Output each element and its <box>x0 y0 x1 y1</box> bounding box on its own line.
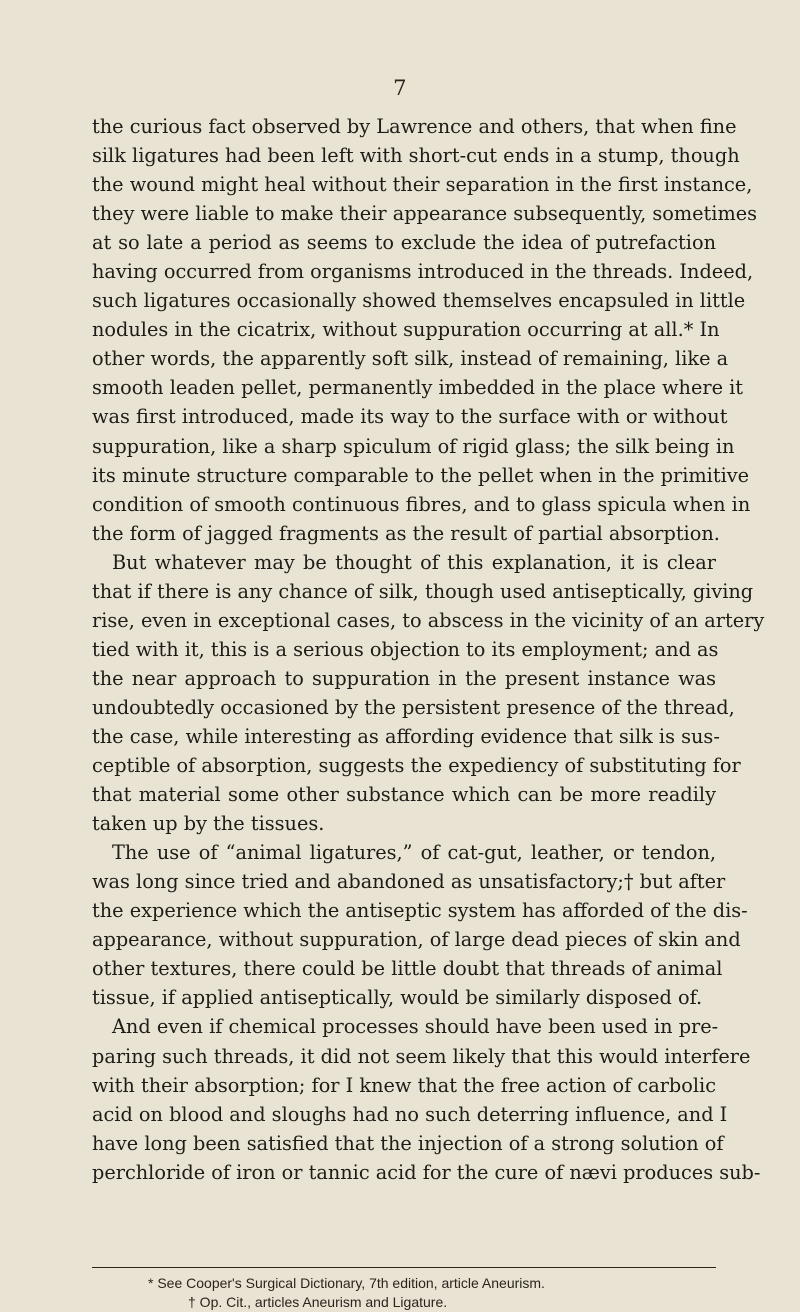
text-line: such ligatures occasionally showed themselves encapsuled in little <box>92 289 746 313</box>
text-line: tied with it, this is a serious objection to its employment; and as <box>92 637 719 661</box>
text-line: silk ligatures had been left with short-cut ends in a stump, though <box>92 144 740 168</box>
text-line: with their absorption; for I knew that the free action of carbolic <box>92 1073 716 1097</box>
footnotes <box>92 1274 716 1312</box>
text-line: the near approach to suppuration in the present instance was <box>92 666 716 690</box>
text-line: the wound might heal without their separation in the first instance, <box>92 173 753 197</box>
text-line: tissue, if applied antiseptically, would be similarly disposed of. <box>92 986 703 1010</box>
text-line: ceptible of absorption, suggests the expediency of substituting for <box>92 754 741 778</box>
footnote: * See Cooper's Surgical Dictionary, 7th edition, article Aneurism. <box>148 1275 545 1291</box>
text-line: rise, even in exceptional cases, to abscess in the vicinity of an artery <box>92 608 765 632</box>
text-line: was first introduced, made its way to the surface with or without <box>92 405 728 429</box>
text-line: appearance, without suppuration, of large dead pieces of skin and <box>92 928 741 952</box>
text-line: taken up by the tissues. <box>92 812 325 836</box>
text-line: other textures, there could be little doubt that threads of animal <box>92 957 723 981</box>
text-line: the form of jagged fragments as the result of partial absorption. <box>92 521 720 545</box>
text-line: having occurred from organisms introduced in the threads. Indeed, <box>92 260 754 284</box>
footnote-divider <box>92 1267 716 1268</box>
text-line: have long been satisfied that the injection of a strong solution of <box>92 1131 724 1155</box>
text-line: that if there is any chance of silk, though used antiseptically, giving <box>92 579 754 603</box>
text-line: at so late a period as seems to exclude the idea of putrefaction <box>92 231 716 255</box>
text-line: condition of smooth continuous fibres, and to glass spicula when in <box>92 492 751 516</box>
text-line: But whatever may be thought of this explanation, it is clear <box>112 550 716 574</box>
text-line: smooth leaden pellet, permanently imbedded in the place where it <box>92 376 744 400</box>
text-line: The use of “animal ligatures,” of cat-gut, leather, or tendon, <box>112 841 716 865</box>
text-line: nodules in the cicatrix, without suppuration occurring at all.* In <box>92 318 720 342</box>
text-line: And even if chemical processes should have been used in pre- <box>112 1015 719 1039</box>
text-line: undoubtedly occasioned by the persistent presence of the thread, <box>92 695 735 719</box>
text-line: perchloride of iron or tannic acid for the cure of nævi produces sub- <box>92 1160 761 1184</box>
body-text <box>92 112 765 1187</box>
page-number: 7 <box>393 76 407 100</box>
footnote: † Op. Cit., articles Aneurism and Ligature. <box>188 1294 448 1310</box>
text-line: was long since tried and abandoned as unsatisfactory;† but after <box>92 870 726 894</box>
text-line: acid on blood and sloughs had no such deterring influence, and I <box>92 1102 728 1126</box>
text-line: the experience which the antiseptic system has afforded of the dis- <box>92 899 748 923</box>
text-line: that material some other substance which can be more readily <box>92 783 716 807</box>
text-line: they were liable to make their appearance subsequently, sometimes <box>92 202 758 226</box>
text-line: its minute structure comparable to the pellet when in the primitive <box>92 463 750 487</box>
text-line: other words, the apparently soft silk, instead of remaining, like a <box>92 347 729 371</box>
text-line: suppuration, like a sharp spiculum of rigid glass; the silk being in <box>92 434 735 458</box>
text-line: the curious fact observed by Lawrence and others, that when fine <box>92 115 737 138</box>
text-line: the case, while interesting as affording evidence that silk is sus- <box>92 724 720 748</box>
text-line: paring such threads, it did not seem likely that this would interfere <box>92 1044 751 1068</box>
